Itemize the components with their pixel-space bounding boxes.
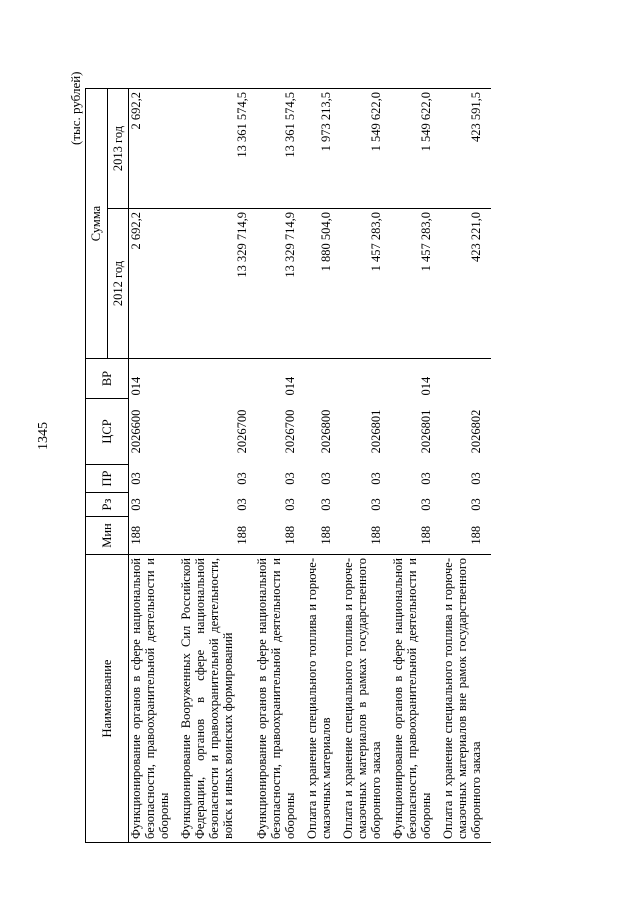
row-vr: 014 (129, 359, 179, 399)
row-csr: 2026600 (129, 409, 143, 454)
row-name: Оплата и хранение специального топлива и горюче-смазочных материалов (305, 555, 341, 843)
row-rz: 03 (234, 498, 249, 511)
row-2013: 13 361 574,5 (255, 89, 305, 209)
row-min: 188 (441, 517, 491, 555)
units-note: (тыс. рублей) (68, 71, 83, 145)
table-row (391, 89, 441, 843)
row-rz: 03 (468, 498, 483, 511)
row-2012: 13 329 714,9 (255, 209, 305, 359)
table-row (305, 89, 341, 843)
row-min: 188 (255, 517, 305, 555)
row-min: 188 (129, 517, 179, 555)
row-min: 188 (391, 517, 441, 555)
table-row (255, 89, 305, 843)
header-2012: 2012 год (107, 209, 129, 359)
table-body (129, 89, 491, 843)
row-2012: 1 880 504,0 (305, 209, 341, 359)
row-name: Оплата и хранение специального топлива и горюче-смазочных материалов вне рамок государственного оборонного заказа (441, 555, 491, 843)
row-2013: 1 549 622,0 (391, 89, 441, 209)
header-rz: Рз (86, 493, 129, 517)
row-vr (305, 359, 341, 399)
row-name: Функционирование органов в сфере национальной безопасности, правоохранительной деятельности и обороны (255, 555, 305, 843)
header-pr: ПР (86, 465, 129, 493)
row-2013: 423 591,5 (441, 89, 491, 209)
row-name: Функционирование Вооруженных Сил Российской Федерации, органов в сфере национальной безопасности и правоохранительной деятельности, войск и иных воинских формирований (179, 555, 255, 843)
row-vr (179, 359, 255, 399)
row-name: Функционирование органов в сфере национальной безопасности, правоохранительной деятельности и обороны (129, 555, 179, 843)
row-2012: 13 329 714,9 (179, 209, 255, 359)
row-pr: 03 (468, 472, 483, 485)
header-2013: 2013 год (107, 89, 129, 209)
row-pr: 03 (234, 472, 249, 485)
row-rz: 03 (129, 498, 143, 511)
row-csr: 2026700 (282, 409, 297, 454)
row-rz: 03 (418, 498, 433, 511)
header-vr: ВР (86, 359, 129, 399)
row-2012: 423 221,0 (441, 209, 491, 359)
page-number: 1345 (36, 422, 51, 450)
row-csr: 2026700 (234, 409, 249, 454)
row-pr: 03 (282, 472, 297, 485)
row-min: 188 (341, 517, 391, 555)
row-rz: 03 (282, 498, 297, 511)
header-name: Наименование (86, 555, 129, 843)
row-2013: 2 692,2 (129, 89, 179, 209)
row-pr: 03 (418, 472, 433, 485)
row-2013: 1 973 213,5 (305, 89, 341, 209)
table-row (441, 89, 491, 843)
budget-table (85, 88, 491, 843)
row-2012: 1 457 283,0 (341, 209, 391, 359)
row-vr (341, 359, 391, 399)
header-row-1 (86, 89, 108, 843)
row-csr: 2026802 (468, 409, 483, 454)
row-2012: 1 457 283,0 (391, 209, 441, 359)
header-csr: ЦСР (86, 399, 129, 465)
table-row (341, 89, 391, 843)
row-csr: 2026801 (418, 409, 433, 454)
row-csr: 2026800 (318, 409, 333, 454)
row-2013: 13 361 574,5 (179, 89, 255, 209)
row-pr: 03 (368, 472, 383, 485)
row-name: Оплата и хранение специального топлива и горюче-смазочных материалов в рамках государственного оборонного заказа (341, 555, 391, 843)
row-pr: 03 (129, 472, 143, 485)
row-name: Функционирование органов в сфере национальной безопасности, правоохранительной деятельности и обороны (391, 555, 441, 843)
table-row (179, 89, 255, 843)
row-csr: 2026801 (368, 409, 383, 454)
row-vr: 014 (255, 359, 305, 399)
row-vr: 014 (391, 359, 441, 399)
table-row (129, 89, 179, 843)
row-rz: 03 (318, 498, 333, 511)
row-2012: 2 692,2 (129, 209, 179, 359)
header-min: Мин (86, 517, 129, 555)
row-2013: 1 549 622,0 (341, 89, 391, 209)
row-pr: 03 (318, 472, 333, 485)
row-min: 188 (179, 517, 255, 555)
row-rz: 03 (368, 498, 383, 511)
row-min: 188 (305, 517, 341, 555)
row-vr (441, 359, 491, 399)
header-sum: Сумма (86, 89, 108, 359)
